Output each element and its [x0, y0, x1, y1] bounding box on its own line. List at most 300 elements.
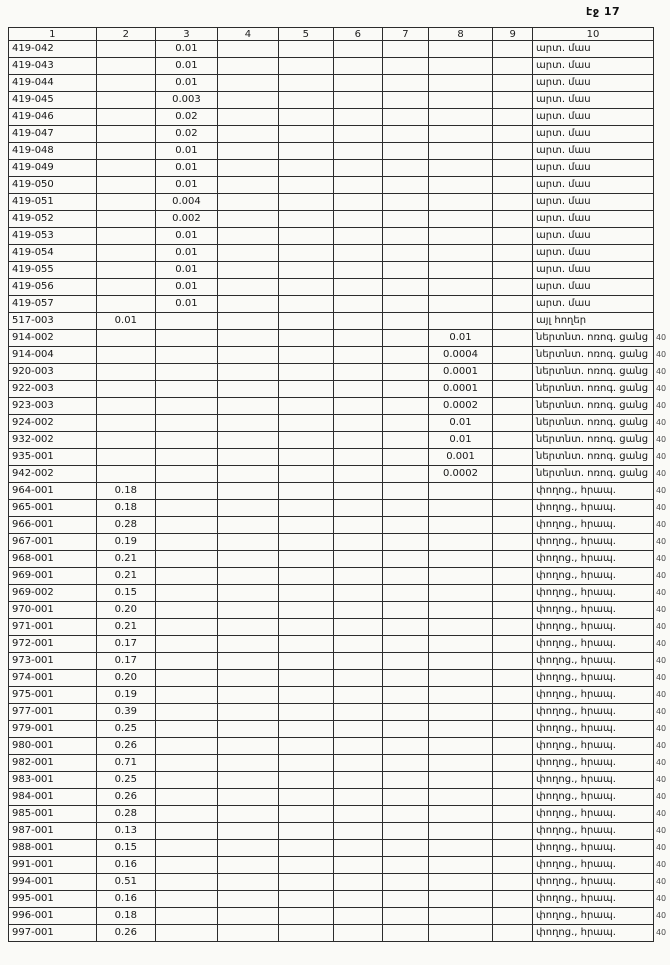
table-cell: [279, 449, 333, 466]
table-cell: [493, 857, 533, 874]
margin-mark: 40: [655, 435, 667, 444]
column-header: 2: [96, 28, 156, 41]
table-cell: 419-056: [9, 279, 97, 296]
table-cell: [279, 432, 333, 449]
table-cell: արտ. մաս: [533, 211, 654, 228]
table-cell: [493, 228, 533, 245]
table-cell: [428, 857, 493, 874]
table-cell: ներտնտ. ոռոգ. ցանց: [533, 364, 654, 381]
table-cell: [333, 687, 383, 704]
table-cell: փողոց., հրապ.: [533, 585, 654, 602]
table-cell: [96, 415, 156, 432]
table-cell: 0.02: [156, 126, 218, 143]
table-cell: [493, 551, 533, 568]
table-cell: [217, 857, 278, 874]
table-cell: [428, 279, 493, 296]
table-cell: [493, 789, 533, 806]
table-cell: [333, 449, 383, 466]
table-cell: [428, 296, 493, 313]
table-cell: 987-001: [9, 823, 97, 840]
table-cell: 0.002: [156, 211, 218, 228]
table-cell: [96, 143, 156, 160]
margin-mark: [653, 313, 669, 330]
table-cell: [493, 602, 533, 619]
table-cell: 0.01: [156, 41, 218, 58]
table-cell: [279, 636, 333, 653]
table-cell: արտ. մաս: [533, 41, 654, 58]
table-cell: [428, 619, 493, 636]
table-cell: [96, 177, 156, 194]
table-cell: [333, 585, 383, 602]
table-cell: [217, 194, 278, 211]
table-row: [9, 738, 670, 755]
table-cell: [217, 58, 278, 75]
table-cell: [333, 925, 383, 942]
table-cell: [279, 687, 333, 704]
table-cell: [493, 721, 533, 738]
table-cell: [383, 755, 429, 772]
table-cell: [383, 670, 429, 687]
table-cell: [217, 551, 278, 568]
table-cell: [217, 755, 278, 772]
table-cell: 966-001: [9, 517, 97, 534]
margin-mark: 40: [655, 775, 667, 784]
table-cell: [428, 126, 493, 143]
table-cell: [383, 364, 429, 381]
table-cell: [217, 874, 278, 891]
table-cell: [279, 330, 333, 347]
table-cell: [96, 228, 156, 245]
table-cell: [156, 551, 218, 568]
table-cell: փողոց., հրապ.: [533, 500, 654, 517]
table-cell: [217, 160, 278, 177]
table-cell: [493, 925, 533, 942]
scanned-data-table: [8, 27, 670, 942]
margin-mark: [653, 58, 669, 75]
table-cell: [217, 143, 278, 160]
table-cell: 982-001: [9, 755, 97, 772]
margin-mark: 40: [655, 843, 667, 852]
table-cell: [493, 840, 533, 857]
table-cell: [156, 636, 218, 653]
margin-mark: 40: [655, 571, 667, 580]
table-cell: 0.39: [96, 704, 156, 721]
table-cell: [279, 789, 333, 806]
table-cell: [383, 381, 429, 398]
table-cell: [493, 585, 533, 602]
table-row: [9, 109, 670, 126]
table-row: [9, 772, 670, 789]
table-cell: [333, 211, 383, 228]
table-cell: [493, 211, 533, 228]
table-cell: [217, 653, 278, 670]
table-cell: [333, 806, 383, 823]
table-cell: [333, 704, 383, 721]
table-cell: [428, 313, 493, 330]
table-cell: [428, 109, 493, 126]
table-cell: [383, 704, 429, 721]
table-cell: [493, 313, 533, 330]
table-cell: [156, 500, 218, 517]
table-cell: [428, 704, 493, 721]
table-row: [9, 874, 670, 891]
margin-mark: 40: [655, 758, 667, 767]
table-cell: [428, 908, 493, 925]
table-cell: [428, 143, 493, 160]
table-cell: 419-049: [9, 160, 97, 177]
table-row: [9, 364, 670, 381]
table-row: [9, 789, 670, 806]
table-cell: [493, 704, 533, 721]
table-cell: [96, 126, 156, 143]
table-cell: [156, 857, 218, 874]
column-header: 4: [217, 28, 278, 41]
table-cell: [493, 687, 533, 704]
table-cell: 0.19: [96, 687, 156, 704]
table-cell: փողոց., հրապ.: [533, 619, 654, 636]
table-cell: [279, 279, 333, 296]
table-row: [9, 551, 670, 568]
table-row: [9, 75, 670, 92]
table-cell: 0.21: [96, 568, 156, 585]
table-cell: [383, 551, 429, 568]
table-row: [9, 279, 670, 296]
table-cell: [156, 874, 218, 891]
table-row: [9, 126, 670, 143]
table-cell: [279, 194, 333, 211]
table-cell: [428, 534, 493, 551]
table-cell: 996-001: [9, 908, 97, 925]
table-cell: [156, 653, 218, 670]
table-cell: [383, 245, 429, 262]
table-cell: [428, 245, 493, 262]
table-cell: [96, 109, 156, 126]
table-cell: [493, 670, 533, 687]
table-cell: [96, 41, 156, 58]
table-cell: [279, 551, 333, 568]
table-cell: [493, 347, 533, 364]
table-cell: [217, 619, 278, 636]
table-cell: 991-001: [9, 857, 97, 874]
table-cell: 914-002: [9, 330, 97, 347]
table-cell: [493, 58, 533, 75]
table-cell: 969-002: [9, 585, 97, 602]
margin-mark: 40: [655, 656, 667, 665]
table-cell: [156, 466, 218, 483]
table-cell: 0.28: [96, 517, 156, 534]
table-cell: 0.18: [96, 500, 156, 517]
table-cell: [383, 636, 429, 653]
margin-mark: [653, 160, 669, 177]
table-cell: [493, 194, 533, 211]
table-cell: [333, 381, 383, 398]
table-cell: 0.01: [156, 75, 218, 92]
table-cell: [493, 75, 533, 92]
table-row: [9, 568, 670, 585]
table-cell: [279, 517, 333, 534]
table-cell: [383, 194, 429, 211]
table-cell: [217, 109, 278, 126]
table-cell: [493, 245, 533, 262]
table-cell: փողոց., հրապ.: [533, 483, 654, 500]
table-cell: 942-002: [9, 466, 97, 483]
table-cell: [279, 126, 333, 143]
table-cell: [333, 75, 383, 92]
table-cell: [333, 670, 383, 687]
table-cell: [217, 211, 278, 228]
table-cell: [279, 891, 333, 908]
table-cell: [493, 364, 533, 381]
table-cell: արտ. մաս: [533, 194, 654, 211]
table-cell: [279, 296, 333, 313]
table-cell: [383, 721, 429, 738]
table-cell: 0.21: [96, 619, 156, 636]
table-cell: [428, 789, 493, 806]
margin-mark: 40: [655, 384, 667, 393]
table-cell: [217, 891, 278, 908]
margin-mark: 40: [655, 452, 667, 461]
table-cell: փողոց., հրապ.: [533, 891, 654, 908]
table-cell: [383, 279, 429, 296]
table-cell: [333, 415, 383, 432]
table-cell: [333, 653, 383, 670]
table-cell: [428, 211, 493, 228]
table-row: [9, 58, 670, 75]
table-cell: [383, 347, 429, 364]
table-cell: [428, 670, 493, 687]
margin-mark: 40: [655, 605, 667, 614]
table-cell: [333, 279, 383, 296]
table-cell: [217, 738, 278, 755]
table-row: [9, 908, 670, 925]
table-cell: [333, 891, 383, 908]
table-cell: [333, 432, 383, 449]
table-cell: [428, 551, 493, 568]
table-cell: [383, 177, 429, 194]
table-cell: [96, 449, 156, 466]
table-cell: ներտնտ. ոռոգ. ցանց: [533, 381, 654, 398]
table-cell: 0.19: [96, 534, 156, 551]
table-cell: [96, 347, 156, 364]
margin-mark: 40: [655, 911, 667, 920]
table-cell: [333, 908, 383, 925]
table-cell: [428, 75, 493, 92]
table-cell: [217, 279, 278, 296]
table-cell: [279, 908, 333, 925]
column-header: 9: [493, 28, 533, 41]
table-cell: [383, 619, 429, 636]
table-cell: [96, 262, 156, 279]
table-cell: [428, 58, 493, 75]
table-cell: 988-001: [9, 840, 97, 857]
table-cell: 994-001: [9, 874, 97, 891]
table-row: [9, 449, 670, 466]
table-cell: [493, 568, 533, 585]
table-cell: [493, 534, 533, 551]
table-cell: [333, 160, 383, 177]
table-row: [9, 432, 670, 449]
margin-mark: [653, 245, 669, 262]
table-cell: [493, 483, 533, 500]
table-cell: ներտնտ. ոռոգ. ցանց: [533, 466, 654, 483]
table-cell: [217, 789, 278, 806]
table-cell: 977-001: [9, 704, 97, 721]
table-cell: փողոց., հրապ.: [533, 687, 654, 704]
table-cell: [96, 381, 156, 398]
table-cell: [383, 585, 429, 602]
table-row: [9, 704, 670, 721]
table-cell: 0.28: [96, 806, 156, 823]
margin-mark: 40: [655, 724, 667, 733]
table-cell: [333, 772, 383, 789]
table-row: [9, 262, 670, 279]
table-cell: [96, 432, 156, 449]
table-cell: [428, 602, 493, 619]
table-cell: փողոց., հրապ.: [533, 823, 654, 840]
table-cell: [383, 789, 429, 806]
margin-mark: 40: [655, 418, 667, 427]
table-cell: [428, 92, 493, 109]
table-cell: [279, 415, 333, 432]
table-cell: [279, 755, 333, 772]
table-cell: [279, 347, 333, 364]
column-header: 5: [279, 28, 333, 41]
table-row: [9, 381, 670, 398]
table-cell: [383, 296, 429, 313]
table-cell: [156, 364, 218, 381]
margin-mark: [653, 296, 669, 313]
table-cell: [279, 75, 333, 92]
table-cell: փողոց., հրապ.: [533, 653, 654, 670]
table-cell: [428, 41, 493, 58]
table-cell: [428, 483, 493, 500]
table-cell: [333, 41, 383, 58]
table-cell: 0.02: [156, 109, 218, 126]
table-cell: [279, 58, 333, 75]
table-cell: [279, 466, 333, 483]
table-cell: [383, 313, 429, 330]
table-cell: [156, 449, 218, 466]
table-row: [9, 517, 670, 534]
table-cell: արտ. մաս: [533, 143, 654, 160]
table-cell: [217, 687, 278, 704]
table-row: [9, 891, 670, 908]
table-row: [9, 755, 670, 772]
table-cell: [156, 313, 218, 330]
table-cell: [217, 313, 278, 330]
table-cell: 419-052: [9, 211, 97, 228]
table-cell: [383, 466, 429, 483]
table-cell: 419-054: [9, 245, 97, 262]
table-cell: 980-001: [9, 738, 97, 755]
table-cell: 0.16: [96, 891, 156, 908]
table-cell: [383, 432, 429, 449]
table-cell: 0.15: [96, 840, 156, 857]
table-cell: ներտնտ. ոռոգ. ցանց: [533, 415, 654, 432]
table-cell: [428, 738, 493, 755]
table-cell: [493, 466, 533, 483]
table-cell: [493, 653, 533, 670]
margin-mark: 40: [655, 826, 667, 835]
table-cell: [279, 738, 333, 755]
table-cell: [428, 874, 493, 891]
table-cell: 0.20: [96, 602, 156, 619]
table-cell: [156, 381, 218, 398]
table-cell: [279, 364, 333, 381]
table-cell: [96, 75, 156, 92]
table-cell: [217, 704, 278, 721]
table-cell: 968-001: [9, 551, 97, 568]
table-cell: [383, 398, 429, 415]
table-cell: [383, 891, 429, 908]
table-cell: 974-001: [9, 670, 97, 687]
table-cell: [156, 602, 218, 619]
table-cell: [383, 908, 429, 925]
table-cell: [493, 143, 533, 160]
table-cell: [217, 398, 278, 415]
table-row: [9, 687, 670, 704]
table-cell: [333, 92, 383, 109]
table-cell: [156, 925, 218, 942]
table-cell: [428, 721, 493, 738]
table-cell: [333, 398, 383, 415]
table-cell: [333, 262, 383, 279]
table-cell: [493, 415, 533, 432]
table-cell: [333, 296, 383, 313]
table-cell: 0.01: [156, 228, 218, 245]
table-row: [9, 347, 670, 364]
table-cell: [156, 704, 218, 721]
table-cell: [156, 772, 218, 789]
table-cell: [217, 228, 278, 245]
margin-mark: 40: [655, 877, 667, 886]
table-cell: [156, 432, 218, 449]
table-cell: [383, 92, 429, 109]
table-cell: արտ. մաս: [533, 92, 654, 109]
table-row: [9, 636, 670, 653]
table-cell: [279, 568, 333, 585]
table-cell: արտ. մաս: [533, 75, 654, 92]
margin-mark: [653, 279, 669, 296]
margin-mark: 40: [655, 367, 667, 376]
table-cell: [156, 619, 218, 636]
table-cell: [383, 823, 429, 840]
table-row: [9, 721, 670, 738]
table-cell: [493, 262, 533, 279]
table-cell: 0.16: [96, 857, 156, 874]
table-cell: [428, 823, 493, 840]
table-cell: [96, 398, 156, 415]
table-cell: [279, 245, 333, 262]
table-cell: [217, 823, 278, 840]
table-cell: [217, 517, 278, 534]
table-cell: [279, 160, 333, 177]
table-cell: [217, 41, 278, 58]
table-cell: այլ հողեր: [533, 313, 654, 330]
margin-mark: 40: [655, 350, 667, 359]
table-cell: 517-003: [9, 313, 97, 330]
table-row: [9, 92, 670, 109]
margin-mark: 40: [655, 401, 667, 410]
table-cell: 0.26: [96, 738, 156, 755]
table-cell: [279, 585, 333, 602]
table-cell: [493, 755, 533, 772]
table-cell: [493, 500, 533, 517]
table-cell: [279, 806, 333, 823]
table-cell: [383, 58, 429, 75]
table-row: [9, 143, 670, 160]
margin-mark: [653, 194, 669, 211]
